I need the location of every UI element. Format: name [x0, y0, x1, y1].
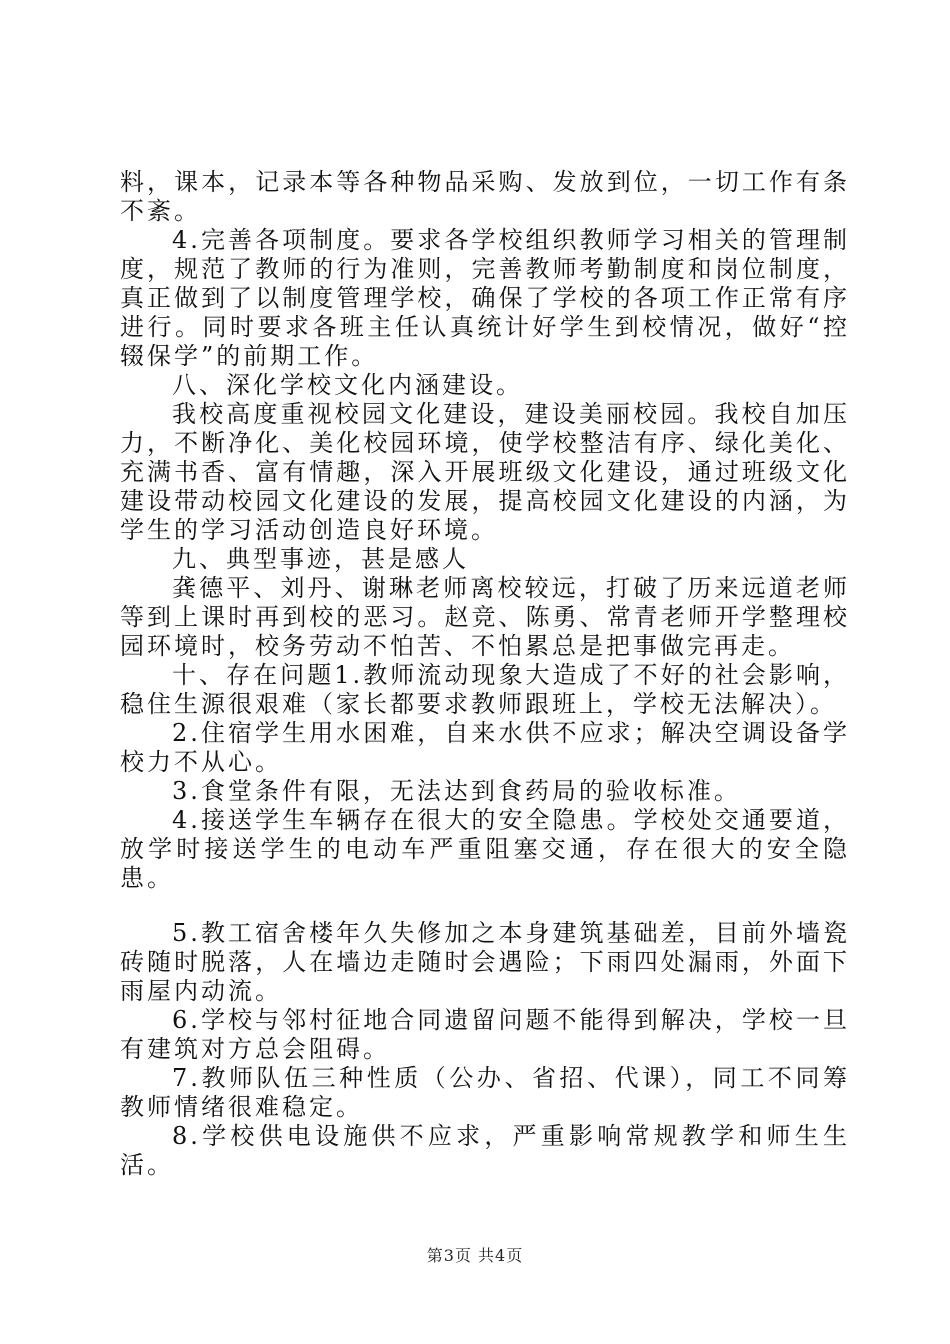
- problem-item-3: 3.食堂条件有限，无法达到食药局的验收标准。: [172, 777, 741, 805]
- paragraph-culture: 我校高度重视校园文化建设，建设美丽校园。我校自加压力，不断净化、美化校园环境，使学校整洁有序、绿化美化、充满书香、富有情趣，深入开展班级文化建设，通过班级文化建设带动校园文化建设的发展，提高校园文化建设的内涵，为学生的学习活动创造良好环境。: [120, 400, 850, 544]
- problem-item-7: 7.教师队伍三种性质（公办、省招、代课），同工不同筹教师情绪很难稳定。: [120, 1064, 850, 1121]
- document-body: [120, 168, 850, 1180]
- problem-item-4: 4.接送学生车辆存在很大的安全隐患。学校处交通要道，放学时接送学生的电动车严重阻塞交通，存在很大的安全隐患。: [120, 806, 850, 892]
- section-heading-9: 九、典型事迹，甚是感人: [172, 545, 469, 573]
- page-footer: 第3页 共4页: [426, 1246, 524, 1265]
- problem-item-8: 8.学校供电设施供不应求，严重影响常规教学和师生生活。: [120, 1122, 850, 1179]
- section-heading-10: 十、存在问题1.教师流动现象大造成了不好的社会影响，稳住生源很艰难（家长都要求教师跟班上，学校无法解决）。: [120, 661, 850, 718]
- paragraph-item-4: 4.完善各项制度。要求各学校组织教师学习相关的管理制度，规范了教师的行为准则，完善教师考勤制度和岗位制度，真正做到了以制度管理学校，确保了学校的各项工作正常有序进行。同时要求各班主任认真统计好学生到校情况，做好“控辍保学”的前期工作。: [120, 226, 850, 370]
- paragraph-continuation: 料，课本，记录本等各种物品采购、发放到位，一切工作有条不紊。: [120, 168, 850, 225]
- problem-item-6: 6.学校与邻村征地合同遗留问题不能得到解决，学校一旦有建筑对方总会阻碍。: [120, 1006, 850, 1063]
- problem-item-5: 5.教工宿舍楼年久失修加之本身建筑基础差，目前外墙瓷砖随时脱落，人在墙边走随时会遇险；下雨四处漏雨，外面下雨屋内动流。: [120, 919, 850, 1005]
- problem-item-2: 2.住宿学生用水困难，自来水供不应求；解决空调设备学校力不从心。: [120, 719, 850, 776]
- section-heading-8: 八、深化学校文化内涵建设。: [172, 371, 523, 399]
- blank-line: [120, 893, 850, 919]
- paragraph-deeds: 龚德平、刘丹、谢琳老师离校较远，打破了历来远道老师等到上课时再到校的恶习。赵竞、陈勇、常青老师开学整理校园环境时，校务劳动不怕苦、不怕累总是把事做完再走。: [120, 574, 850, 660]
